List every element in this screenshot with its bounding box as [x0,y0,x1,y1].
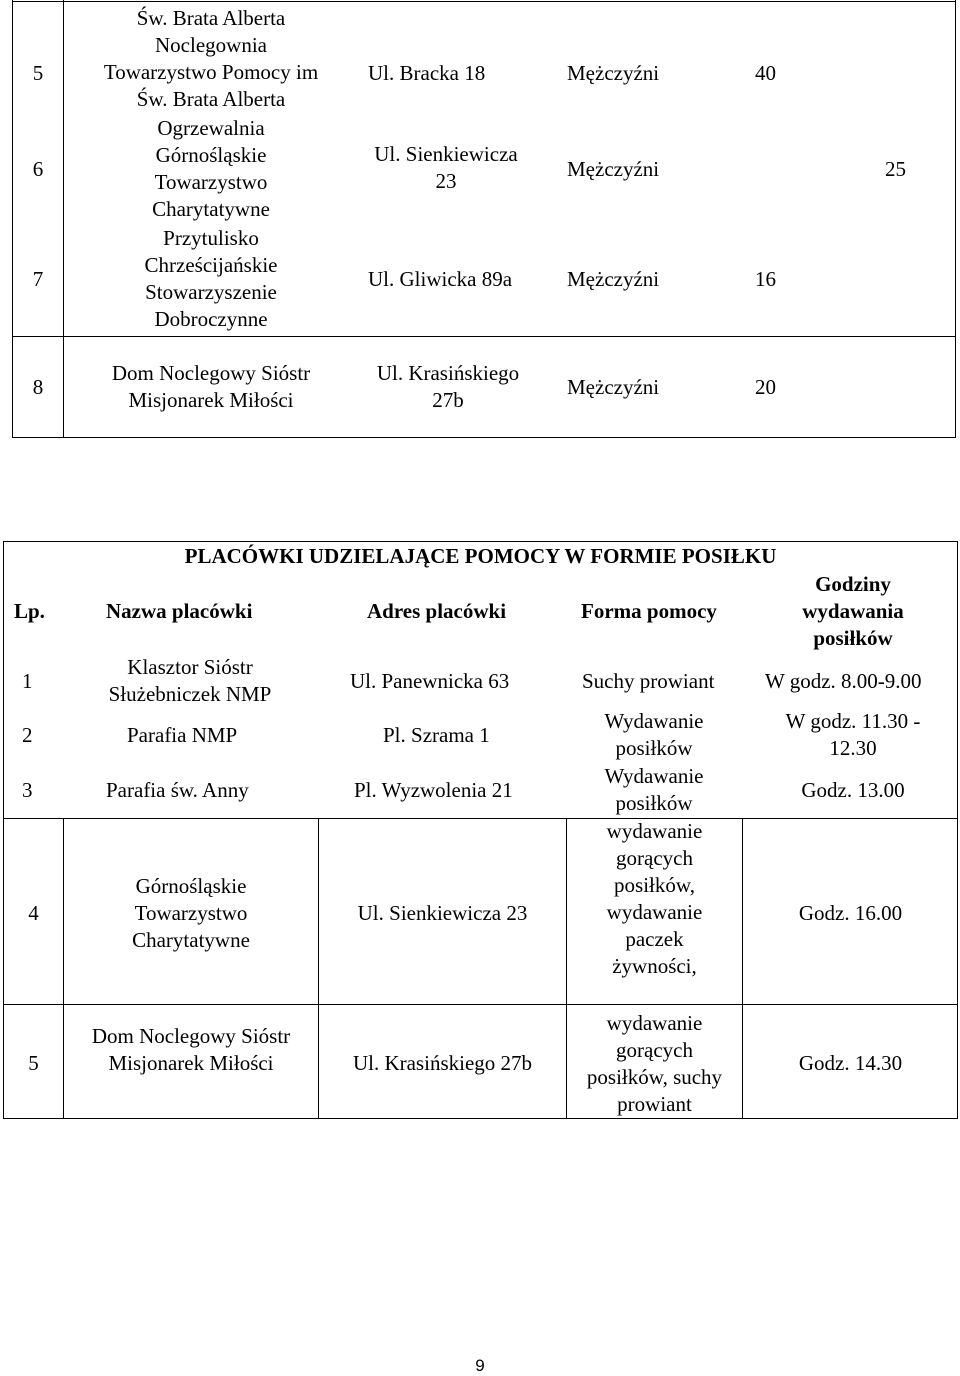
facility-address: Ul. Panewnicka 63 [350,669,510,693]
facility-name: Ogrzewalnia Górnośląskie Towarzystwo Charytatywne [152,116,270,221]
facility-address: Pl. Wyzwolenia 21 [354,778,513,802]
facility-capacity: 20 [755,375,776,399]
row-number: 3 [22,778,33,802]
facility-capacity: 25 [885,157,906,181]
facility-name: Górnośląskie Towarzystwo Charytatywne [132,874,250,952]
facility-address: Pl. Szrama 1 [383,723,490,747]
table-border [955,0,956,438]
page-number: 9 [475,1356,485,1375]
row-number: 8 [32,375,44,399]
facility-address: Ul. Bracka 18 [368,61,486,85]
table-border [12,0,13,438]
facility-form: wydawanie gorących posiłków, suchy prowiant [586,1011,723,1116]
facility-name: Parafia NMP [127,723,238,747]
table-border [3,1118,958,1119]
table-row-divider [3,818,958,819]
table-border [12,1,956,2]
row-number: 5 [32,61,44,85]
facility-address: Ul. Krasińskiego 27b [376,361,520,412]
facility-name: Przytulisko Chrześcijańskie Stowarzyszenie Dobroczynne [144,226,278,331]
facility-name: Klasztor Sióstr Służebniczek NMP [108,655,272,706]
header-lp: Lp. [14,599,45,623]
header-form: Forma pomocy [581,599,717,623]
facility-form: Wydawanie posiłków [604,764,704,815]
facility-form: Suchy prowiant [582,669,715,693]
facility-capacity: 40 [755,61,776,85]
facility-name: Dom Noclegowy Sióstr Misjonarek Miłości [111,361,311,412]
facility-address: Ul. Sienkiewicza 23 [357,901,528,925]
table-row-divider [12,336,956,337]
facility-name: Św. Brata Alberta Noclegownia Towarzystwo Pomocy im Św. Brata Alberta [103,6,319,111]
table-border [3,541,4,1119]
facility-address: Ul. Krasińskiego 27b [352,1051,533,1075]
row-number: 6 [32,157,44,181]
facility-address: Ul. Gliwicka 89a [368,267,513,291]
facility-gender: Mężczyźni [567,267,660,291]
row-number: 1 [22,669,33,693]
facility-name: Parafia św. Anny [106,778,249,802]
row-number: 5 [28,1051,39,1075]
facility-hours: Godz. 13.00 [801,778,905,802]
table-title: PLACÓWKI UDZIELAJĄCE POMOCY W FORMIE POSIŁKU [184,544,777,568]
row-number: 7 [32,267,44,291]
facility-gender: Mężczyźni [567,157,660,181]
facility-form: Wydawanie posiłków [604,709,704,760]
facility-hours: W godz. 11.30 - 12.30 [785,709,921,760]
facility-name: Dom Noclegowy Sióstr Misjonarek Miłości [91,1024,291,1075]
facility-address: Ul. Sienkiewicza 23 [374,142,518,193]
table-border [3,541,958,542]
header-name: Nazwa placówki [106,599,253,623]
header-address: Adres placówki [367,599,507,623]
table-row-divider [3,1004,958,1005]
facility-hours: Godz. 16.00 [798,901,903,925]
row-number: 4 [28,901,39,925]
facility-form: wydawanie gorących posiłków, wydawanie paczek żywności, [606,819,703,978]
table-border [12,437,956,438]
facility-capacity: 16 [755,267,776,291]
header-hours: Godziny wydawania posiłków [802,572,904,650]
facility-gender: Mężczyźni [567,375,660,399]
facility-hours: Godz. 14.30 [798,1051,903,1075]
facility-hours: W godz. 8.00-9.00 [765,669,922,693]
facility-gender: Mężczyźni [567,61,660,85]
row-number: 2 [22,723,33,747]
table-divider [63,0,64,438]
